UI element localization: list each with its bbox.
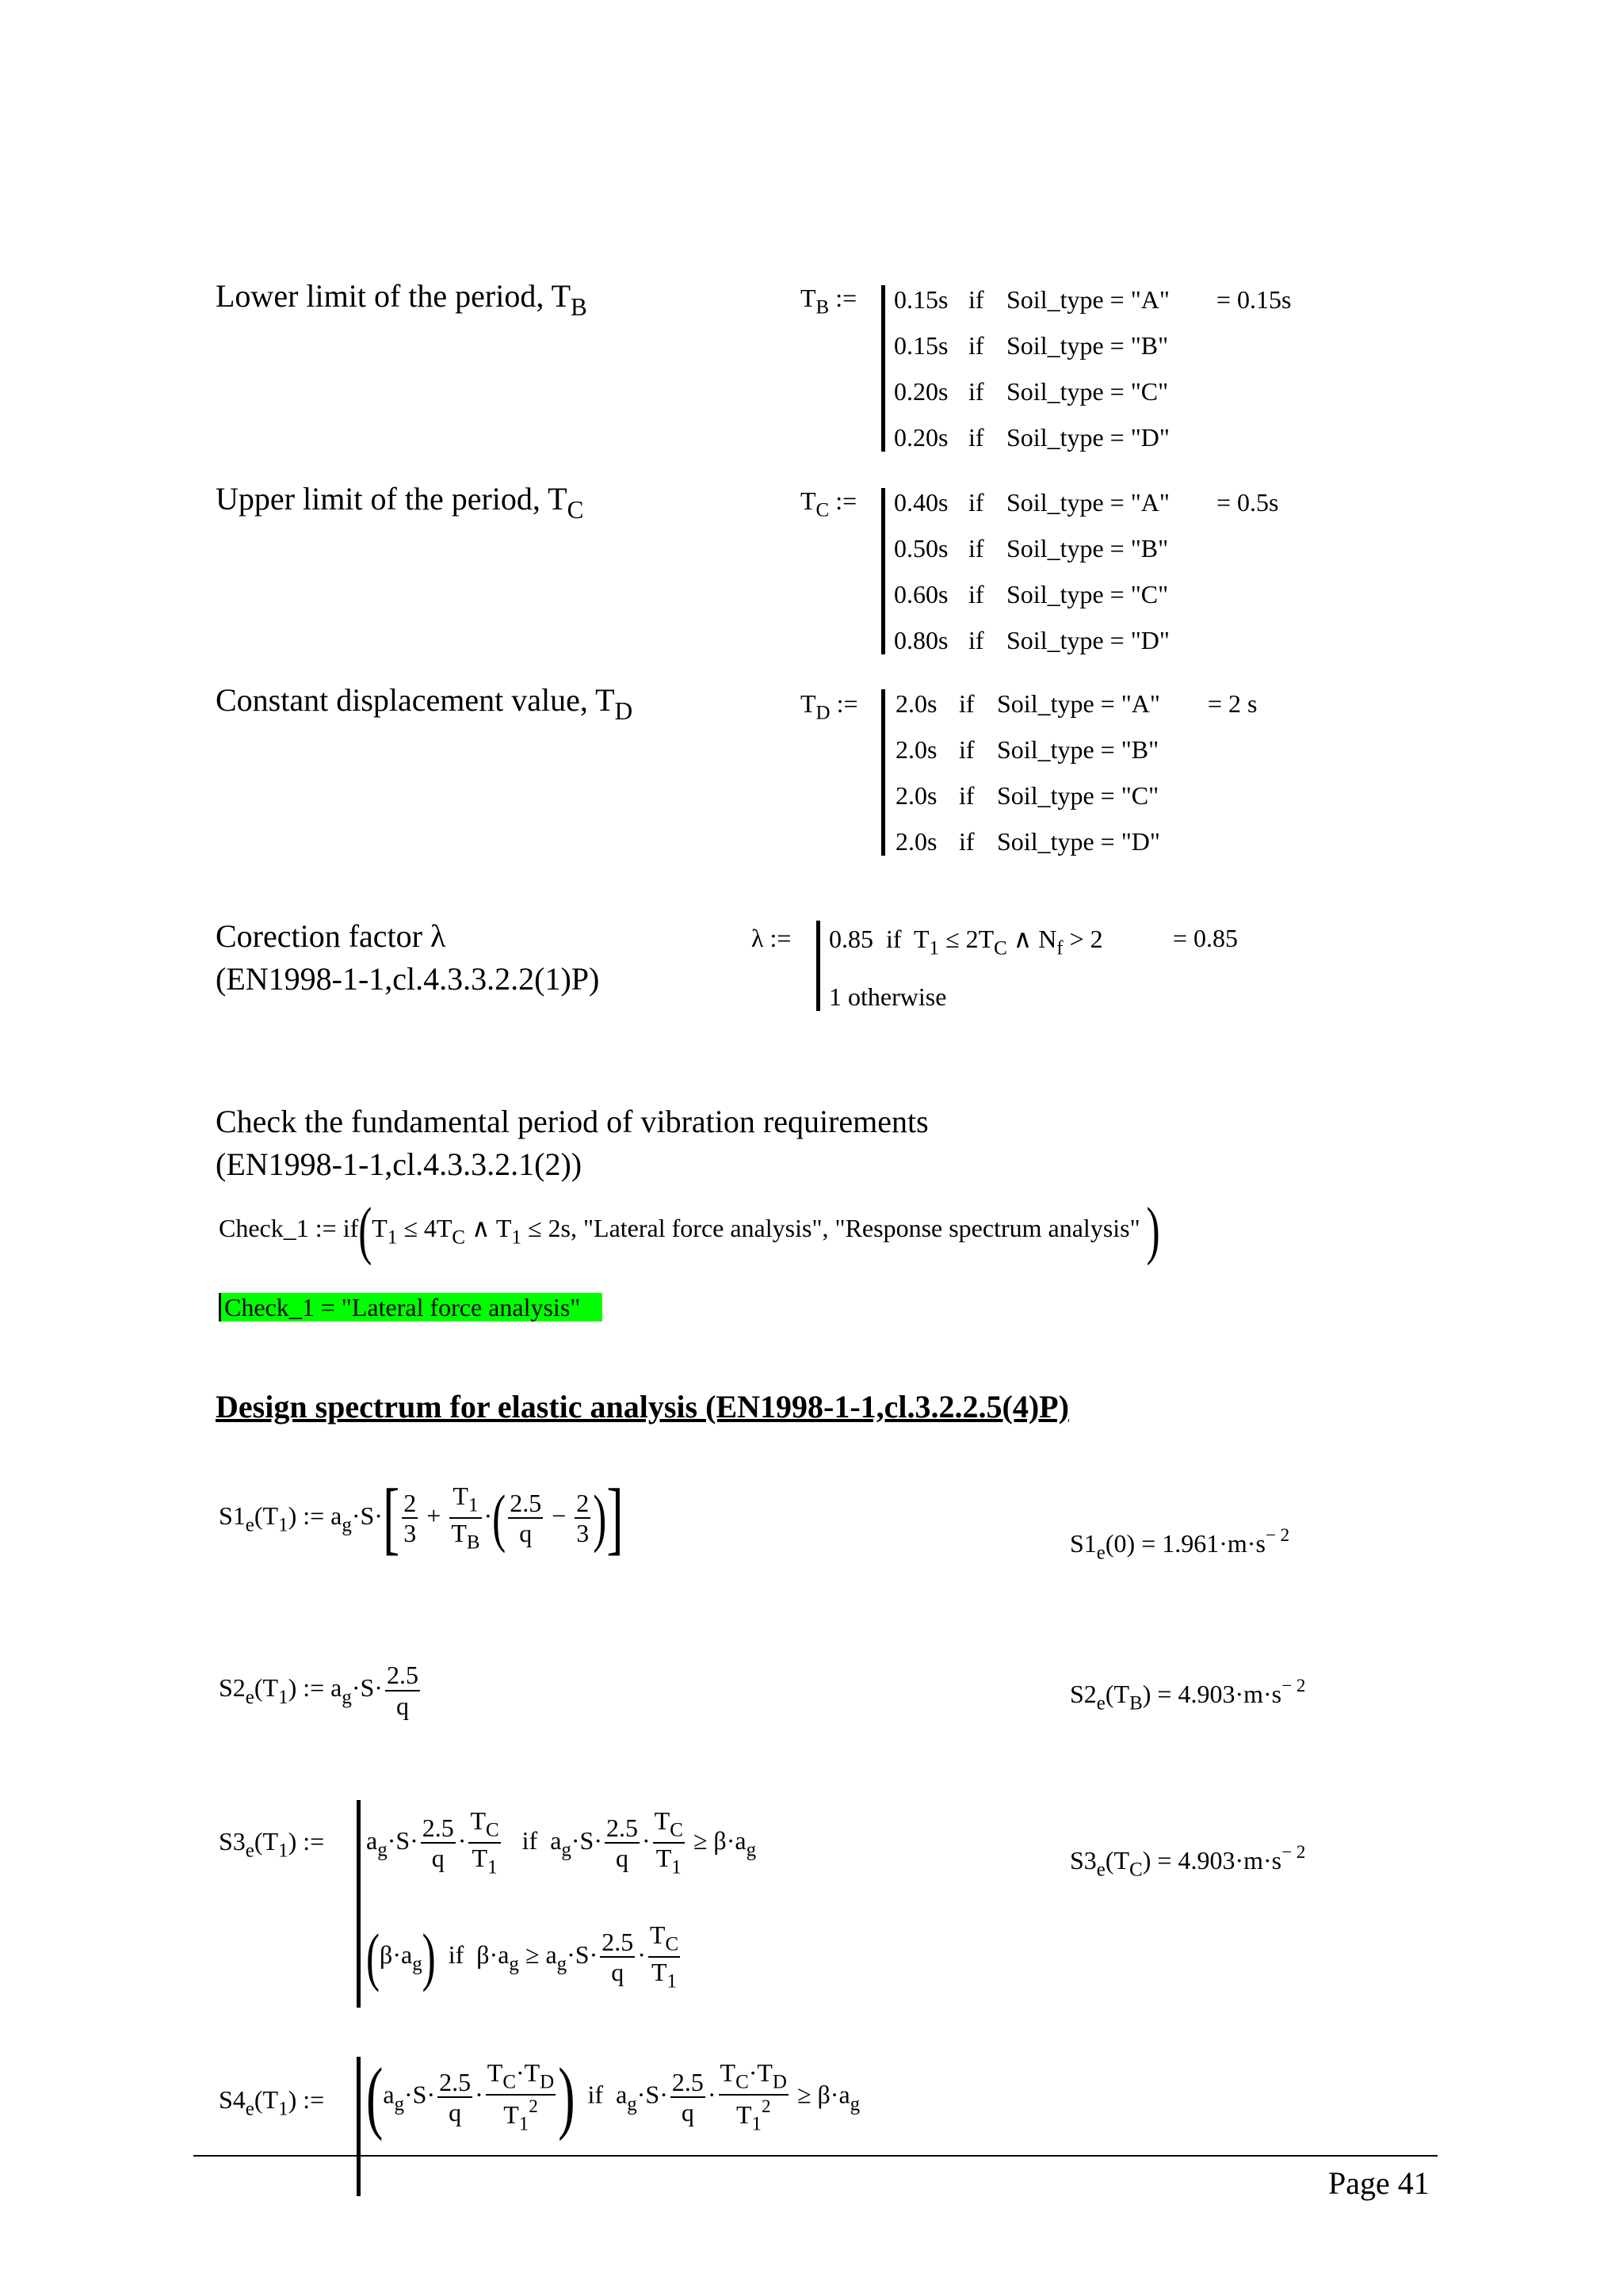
s4-row1: ($a_g\cdot S\cdot$ $\frac{2.5}{q}$ · $\frac{T_C\cdot T_D}{T_1^2}$ ) if $a_g\cdot S\cdot$ $\frac{2.5}{q}$ · $\frac{T_C\cdot T_D}{T_1^2}$ ≥ $\beta\cdot a_g$ [366,2051,861,2142]
check-title: Check the fundamental period of vibration requirements [216,1104,929,1139]
tc-bracket [881,488,885,654]
lambda-row1: 0.85 if $T_1 \le 2T_C$ ∧ $N_f > 2$ [829,925,1103,959]
tc-result: = 0.5s [1216,488,1279,517]
check-definition: Check_1 := $if(T_1 \le 4T_C$ ∧ $T_1 \le 2s$, "Lateral force analysis", "Response spectrum analysis" ) [219,1194,1160,1268]
check-result: Check_1 = "Lateral force analysis" [219,1293,602,1322]
tc-row: 0.60s if Soil_type = "C" [894,580,1169,608]
lambda-result: = 0.85 [1173,924,1239,952]
s3-label: $S3_e(T_1)$ := [219,1827,325,1862]
td-row: 2.0s if Soil_type = "A" [896,689,1160,718]
check-ref: (EN1998-1-1,cl.4.3.3.2.1(2)) [216,1146,582,1182]
tb-bracket [881,285,885,452]
tc-row: 0.40s if Soil_type = "A" [894,488,1170,517]
td-result: = 2 s [1208,689,1258,718]
s2-result: $S2_e(T_B) = 4.903\cdot m\cdot s^{- 2}$ [1070,1675,1306,1714]
s1-definition: $S1_e(T_1)$ := $a_g\cdot S\cdot$[ $\frac{2}{3}$ + $\frac{T_1}{T_B}$ ·( $\frac{2.5}{q}$ − $\frac{2}{3}$ )] [219,1472,624,1563]
s4-label: $S4_e(T_1)$ := [219,2085,325,2120]
s3-row1: $a_g\cdot S\cdot$ $\frac{2.5}{q}$ · $\frac{T_C}{T_1}$ if $a_g\cdot S\cdot$ $\frac{2.5}{q}$ · $\frac{T_C}{T_1}$ ≥ $\beta\cdot a_g$ [366,1806,757,1879]
tc-row: 0.50s if Soil_type = "B" [894,534,1169,563]
lambda-ref: (EN1998-1-1,cl.4.3.3.2.2(1)P) [216,961,600,997]
page-number: Page 41 [1328,2165,1430,2201]
s3-row2: $(\beta\cdot a_g)$ if $\beta\cdot a_g \ge a_g\cdot S\cdot$ $\frac{2.5}{q}$ · $\frac{T_C}{T_1}$ [366,1920,679,1994]
tc-label: Upper limit of the period, $T_C$ [216,481,584,524]
lambda-var: λ := [751,924,792,952]
lambda-bracket [816,921,820,1011]
td-var: $T_D$ := [800,689,858,724]
s3-result: $S3_e(T_C) = 4.903\cdot m\cdot s^{- 2}$ [1070,1841,1306,1881]
tc-var: $T_C$ := [800,486,857,521]
td-label: Constant displacement value, $T_D$ [216,682,633,725]
tb-var: $T_B$ := [800,284,857,318]
tb-row: 0.15s if Soil_type = "B" [894,331,1169,360]
s2-definition: $S2_e(T_1)$ := $a_g\cdot S\cdot$ $\frac{2.5}{q}$ [219,1661,418,1720]
footer-rule [193,2155,1438,2157]
s1-result: $S1_e(0) = 1.961\cdot m\cdot s^{- 2}$ [1070,1524,1290,1564]
td-row: 2.0s if Soil_type = "B" [896,735,1159,764]
td-row: 2.0s if Soil_type = "C" [896,781,1159,810]
s4-bracket [357,2057,361,2196]
s3-bracket [357,1800,361,2008]
lambda-label: Corection factor λ [216,918,446,954]
td-row: 2.0s if Soil_type = "D" [896,827,1160,856]
td-bracket [881,689,885,856]
tb-result: = 0.15s [1216,285,1292,314]
tb-row: 0.15s if Soil_type = "A" [894,285,1170,314]
tb-row: 0.20s if Soil_type = "D" [894,423,1170,452]
spectrum-heading: Design spectrum for elastic analysis (EN1998-1-1,cl.3.2.2.5(4)P) [216,1389,1069,1425]
tc-row: 0.80s if Soil_type = "D" [894,626,1170,654]
tb-row: 0.20s if Soil_type = "C" [894,377,1169,406]
lambda-row2: 1 otherwise [829,982,947,1011]
tb-label: Lower limit of the period, $T_B$ [216,278,587,321]
